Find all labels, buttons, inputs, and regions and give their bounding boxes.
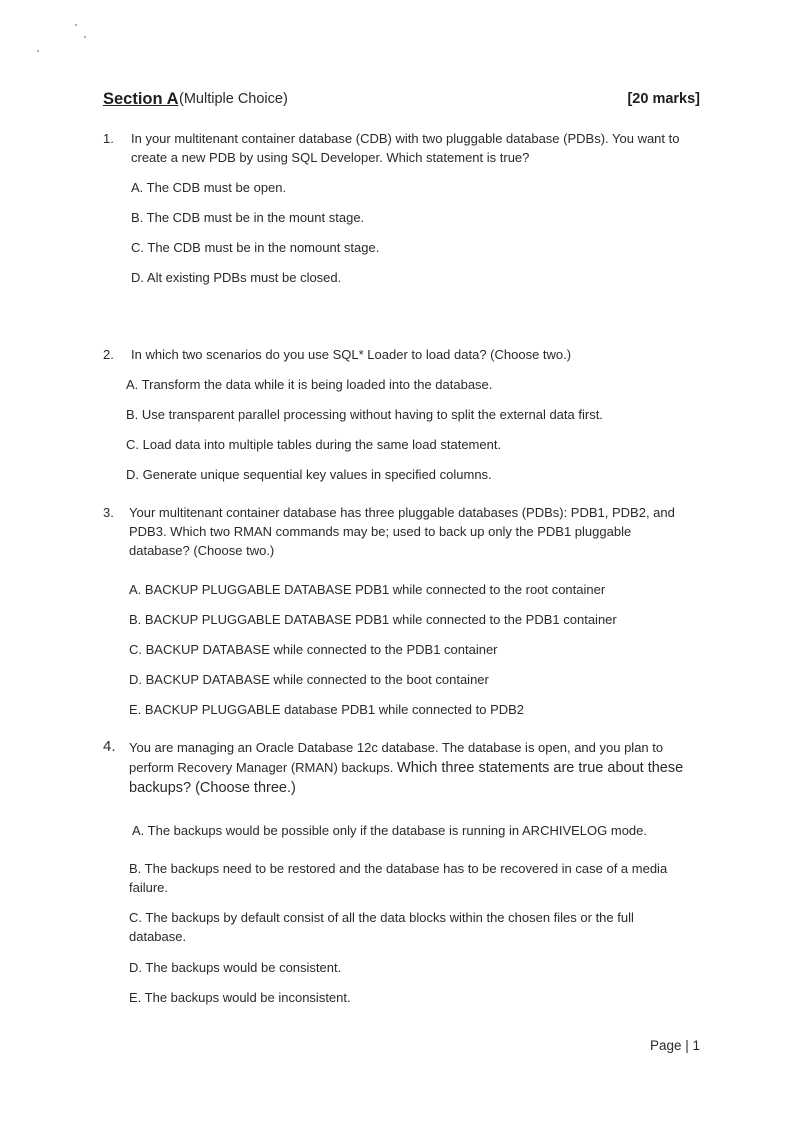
question-text-part1: You are managing an Oracle Database 12c database. The database is open, and you plan to perform Recovery Manager (RMAN) backups.: [129, 740, 664, 775]
answer-option: A. Transform the data while it is being loaded into the database.: [126, 377, 493, 392]
section-title: Section A: [103, 90, 179, 108]
answer-option: A. The backups would be possible only if the database is running in ARCHIVELOG mode.: [132, 823, 647, 838]
answer-option: E. The backups would be inconsistent.: [129, 990, 351, 1005]
question-number: 4.: [103, 738, 116, 755]
answer-option: A. The CDB must be open.: [131, 180, 287, 195]
scan-speck: [75, 24, 77, 26]
question-text: In which two scenarios do you use SQL* Loader to load data? (Choose two.): [131, 347, 572, 362]
question-number: 1.: [103, 131, 114, 146]
section-marks: [20 marks]: [627, 91, 700, 107]
scan-speck: [84, 36, 86, 38]
answer-option: D. BACKUP DATABASE while connected to the boot container: [129, 672, 489, 687]
section-subtitle: (Multiple Choice): [179, 91, 288, 107]
answer-option: A. BACKUP PLUGGABLE DATABASE PDB1 while connected to the root container: [129, 582, 606, 597]
scan-speck: [37, 50, 39, 52]
answer-option: C. Load data into multiple tables during the same load statement.: [126, 437, 502, 452]
answer-option: B. The backups need to be restored and the database has to be recovered in case of a media failure.: [129, 861, 668, 895]
page-number: Page | 1: [649, 1038, 700, 1053]
question-text: Your multitenant container database has three pluggable databases (PDBs): PDB1, PDB2, and PDB3. Which two RMAN commands may be; used to back up only the PDB1 pluggable database? (Choose two.): [129, 505, 675, 558]
question-text-part2: Which three statements are true about these backups? (Choose three.): [129, 760, 684, 796]
question-text: [129, 738, 701, 798]
answer-option: B. BACKUP PLUGGABLE DATABASE PDB1 while connected to the PDB1 container: [129, 612, 617, 627]
answer-option: D. The backups would be consistent.: [129, 960, 342, 975]
section-header: [103, 90, 700, 114]
answer-option: C. The backups by default consist of all the data blocks within the chosen files or the full database.: [129, 910, 634, 944]
answer-option: D. Alt existing PDBs must be closed.: [131, 270, 342, 285]
answer-option: C. The CDB must be in the nomount stage.: [131, 240, 380, 255]
question-number: 2.: [103, 347, 114, 362]
question-number: 3.: [103, 505, 114, 520]
answer-option: B. Use transparent parallel processing without having to split the external data first.: [126, 407, 603, 422]
answer-option: B. The CDB must be in the mount stage.: [131, 210, 365, 225]
answer-option: E. BACKUP PLUGGABLE database PDB1 while connected to PDB2: [129, 702, 525, 717]
question-text: In your multitenant container database (CDB) with two pluggable database (PDBs). You want to create a new PDB by using SQL Developer. Which statement is true?: [131, 131, 680, 165]
answer-option: C. BACKUP DATABASE while connected to the PDB1 container: [129, 642, 498, 657]
answer-option: D. Generate unique sequential key values in specified columns.: [126, 467, 492, 482]
